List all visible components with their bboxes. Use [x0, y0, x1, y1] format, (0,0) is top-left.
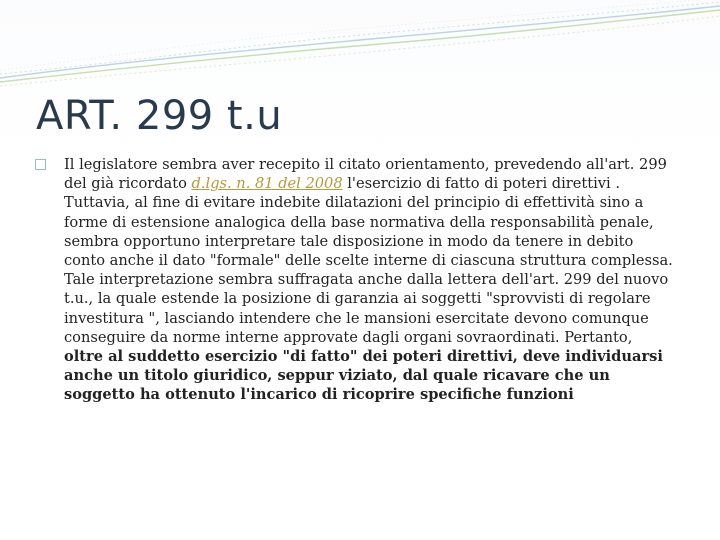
- paragraph-bold-text: oltre al suddetto esercizio "di fatto" dei poteri direttivi, deve individuarsi anche un titolo giuridico, seppur viziato, dal quale ricavare che un soggetto ha ottenuto l'incarico di ricoprire specifiche funzioni: [64, 348, 663, 404]
- law-link[interactable]: d.lgs. n. 81 del 2008: [191, 175, 343, 193]
- paragraph-text-part1: Il legislatore sembra aver recepito il citato orientamento, prevedendo all'art. 299 del già ricordato: [64, 156, 667, 193]
- content-area: [34, 155, 674, 455]
- wave-decoration: [0, 0, 720, 90]
- paragraph-text-part2: l'esercizio di fatto di poteri direttivi . Tuttavia, al fine di evitare indebite dilatazioni del principio di effettività sino a forme di estensione analogica della base normativa della responsabilità penale, sembra opportuno interpretare tale disposizione in modo da tenere in debito conto anche il dato "formale" delle scelte interne di ciascuna struttura complessa. Tale interpretazione sembra suffragata anche dalla lettera dell'art. 299 del nuovo t.u., la quale estende la posizione di garanzia ai soggetti "sprovvisti di regolare investitura ", lasciando intendere che le mansioni esercitate devono comunque conseguire da norme interne approvate dagli organi sovraordinati. Pertanto,: [64, 175, 673, 346]
- bullet-paragraph: [34, 155, 674, 405]
- slide-title: ART. 299 t.u: [36, 93, 283, 139]
- bullet-box-icon: □: [34, 156, 48, 172]
